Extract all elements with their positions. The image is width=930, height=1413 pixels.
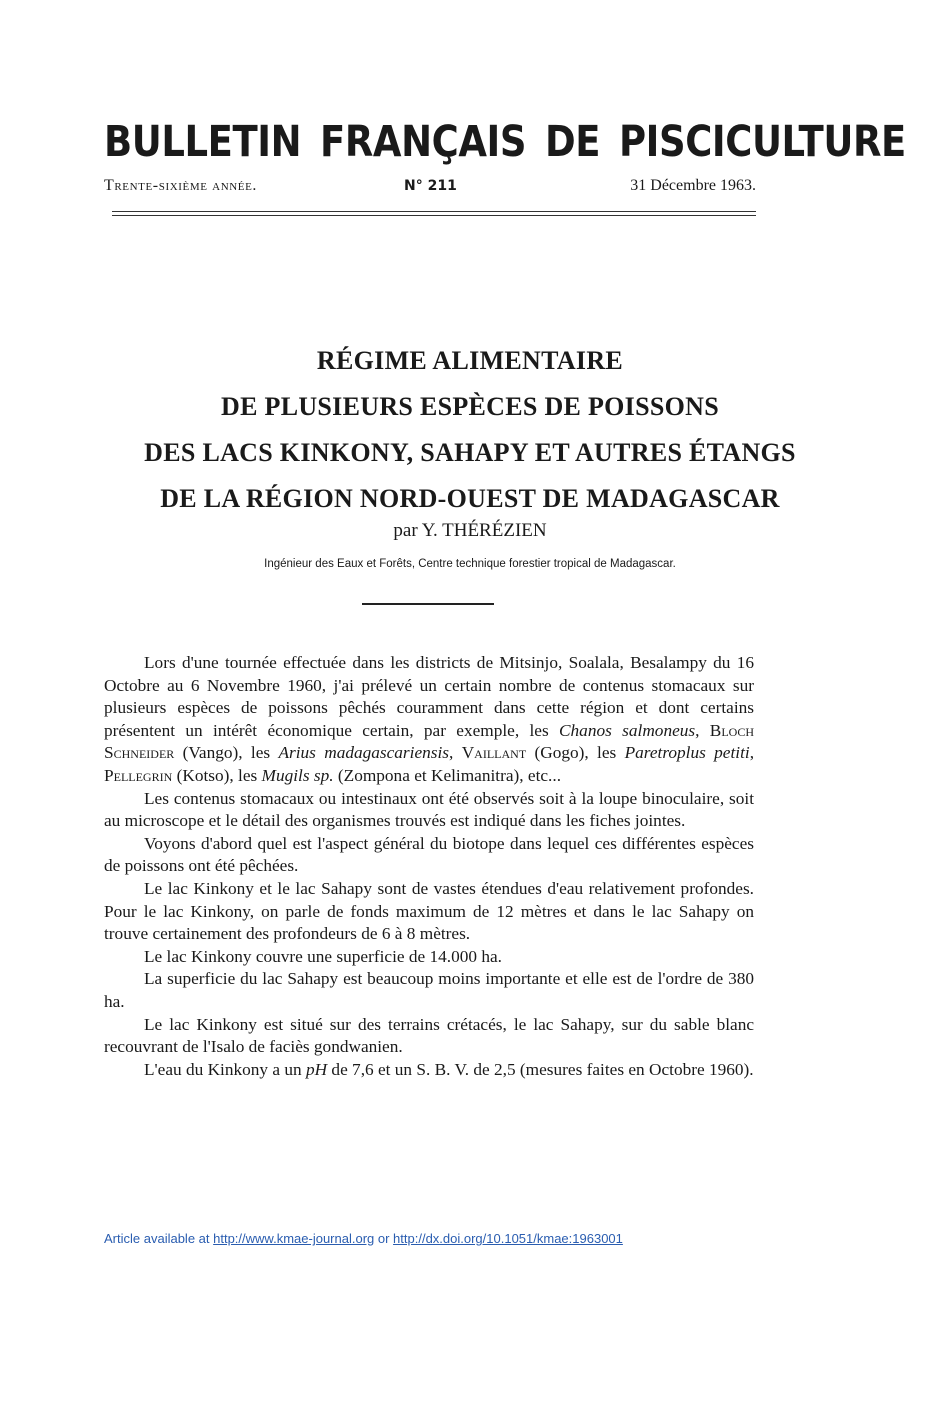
journal-masthead — [104, 112, 906, 172]
species-name: Paretroplus petiti — [624, 743, 750, 763]
body-paragraph — [104, 1059, 754, 1082]
body-paragraph: Le lac Kinkony est situé sur des terrains crétacés, le lac Sahapy, sur du sable blanc recouvrant de l'Isalo de faciès gondwanien. — [104, 1014, 754, 1057]
body-paragraph — [104, 652, 754, 788]
text-run: (Kotso), les — [172, 765, 262, 785]
taxon-author: Bloch Schneider — [104, 720, 754, 763]
author-affiliation: Ingénieur des Eaux et Forêts, Centre technique forestier tropical de Madagascar. — [264, 558, 676, 570]
doi-link[interactable]: http://dx.doi.org/10.1051/kmae:1963001 — [393, 1231, 623, 1246]
body-paragraph: Le lac Kinkony couvre une superficie de 14.000 ha. — [144, 946, 502, 966]
text-run: (Vango), les — [174, 743, 279, 763]
species-name: Arius madagascariensis — [278, 743, 450, 763]
title-line: DE LA RÉGION NORD-OUEST DE MADAGASCAR — [160, 484, 780, 513]
masthead-word: BULLETIN — [104, 117, 302, 167]
article-availability-footer — [104, 1230, 804, 1248]
ph-symbol: pH — [305, 1059, 328, 1079]
body-paragraph: Voyons d'abord quel est l'aspect général du biotope dans lequel ces différentes espèces de poissons ont été pêchées. — [104, 833, 754, 876]
text-run: (Zompona et Kelimanitra), etc... — [333, 765, 562, 785]
issue-line — [104, 175, 756, 197]
author-line: par Y. THÉRÉZIEN — [393, 520, 547, 541]
issue-date: 31 Décembre 1963. — [630, 177, 756, 194]
header-rule-top — [112, 211, 756, 212]
text-run: , — [749, 743, 755, 763]
body-paragraph: Les contenus stomacaux ou intestinaux ont été observés soit à la loupe binoculaire, soit au microscope et le détail des organismes trouvés est indiqué dans les fiches jointes. — [104, 788, 754, 831]
text-run: , — [449, 743, 462, 763]
text-run: , — [695, 720, 710, 740]
text-run: (Gogo), les — [526, 743, 625, 763]
body-paragraph: La superficie du lac Sahapy est beaucoup moins importante et elle est de l'ordre de 380 ha. — [104, 969, 754, 1011]
article-body — [104, 652, 754, 1081]
species-name: Chanos salmoneus — [559, 720, 696, 740]
footer-or: or — [374, 1231, 394, 1246]
taxon-author: Pellegrin — [104, 765, 173, 785]
year-label: Trente-sixième année. — [104, 177, 258, 194]
taxon-author: Vaillant — [461, 743, 527, 763]
journal-url-link[interactable]: http://www.kmae-journal.org — [213, 1231, 375, 1246]
species-name: Mugils sp. — [261, 765, 334, 785]
text-run: L'eau du Kinkony a un — [144, 1059, 306, 1079]
text-run: de 7,6 et un S. B. V. de 2,5 (mesures faites en Octobre 1960). — [327, 1059, 754, 1079]
title-line: DE PLUSIEURS ESPÈCES DE POISSONS — [221, 392, 719, 421]
masthead-word: DE — [544, 117, 601, 167]
article-title — [90, 338, 850, 522]
title-line: RÉGIME ALIMENTAIRE — [316, 346, 624, 375]
issue-number: N° 211 — [404, 178, 457, 194]
masthead-word: PISCICULTURE — [618, 117, 906, 167]
body-paragraph: Le lac Kinkony et le lac Sahapy sont de vastes étendues d'eau relativement profondes. Pour le lac Kinkony, on parle de fonds maximum de 12 mètres et dans le lac Sahapy on trouve certainement des profondeurs de 6 à 8 mètres. — [104, 878, 754, 944]
footer-prefix: Article available at — [104, 1231, 214, 1246]
title-line: DES LACS KINKONY, SAHAPY ET AUTRES ÉTANGS — [144, 438, 796, 467]
text-run: Lors d'une tournée effectuée dans les districts de Mitsinjo, Soalala, Besalampy du 16 Octobre au 6 Novembre 1960, j'ai prélevé un certain nombre de contenus stomacaux sur plusieurs espèces de poissons pêchés couramment dans cette région et dont certains présentent un intérêt économique certain, par exemple, les — [104, 653, 754, 740]
title-separator — [362, 603, 494, 605]
masthead-word: FRANÇAIS — [320, 117, 527, 167]
header-rule-bottom — [112, 215, 756, 216]
